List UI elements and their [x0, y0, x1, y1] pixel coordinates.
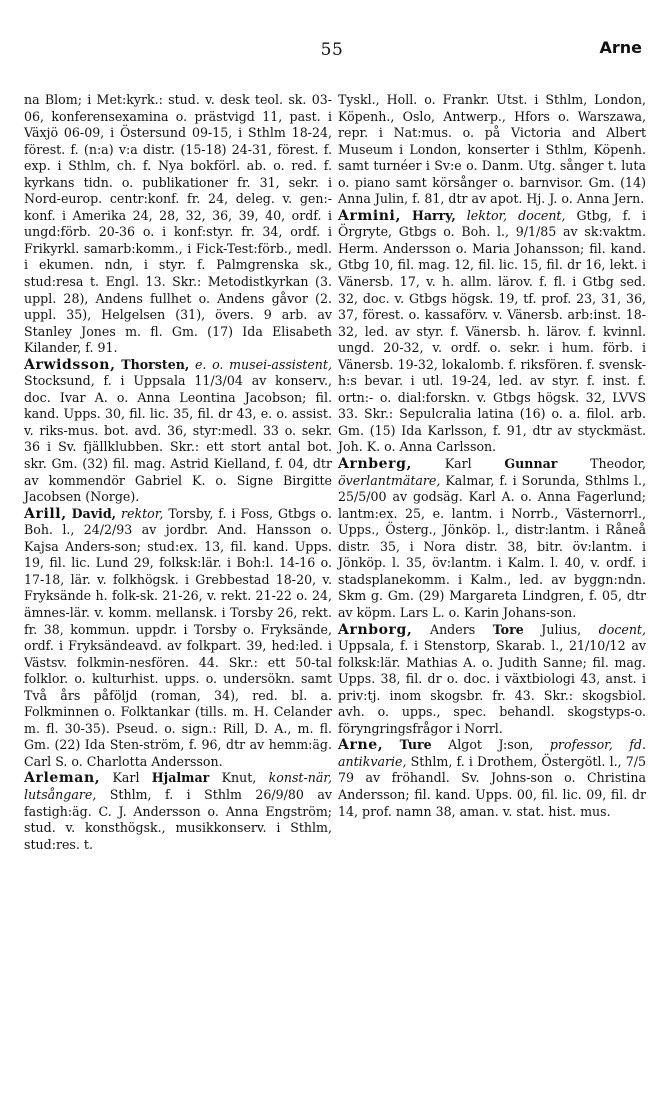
entry-text: Tyskl., Holl. o. Frankr. Utst. i Sthlm, London, Köpenh., Oslo, Antwerp., Hfors o. Warszawa, repr. i Nat:mus. o. på Victoria and Albert Museum i London, konserter i Sthlm, Köpenh. samt turnéer i Sv:e o. Danm. Utg. sånger t. luta o. piano samt körsånger o. barnvisor. Gm. (14) Anna Julin, f. 81, dtr av apot. Hj. J. o. Anna Jern. — [338, 92, 646, 207]
entry-given-name: Gunnar — [504, 456, 558, 472]
entry-given-name: Ture — [399, 737, 432, 753]
entry-text: Torsby, f. i Foss, Gtbgs o. Boh. l., 24/2/93 av jordbr. And. Hansson o. Kajsa Anders-son; stud:ex. 13, fil. kand. Upps. 19, fil. lic. Lund 29, folksk:lär. i Boh:l. 14-16 o. 17-18, lär. v. folkhögsk. i Grebbestad 18-20, v. Fryksände h. folk-sk. 21-26, v. rekt. 21-22 o. 24, ämnes-lär. v. komm. mellansk. i Torsby 26, rekt. fr. 38, kommun. uppdr. i Torsby o. Fryksände, ordf. i Fryksändeavd. av folkpart. 39, hed:led. i Västsv. folkmin-nesfören. 44. Skr.: ett 50-tal folklor. o. kulturhist. upps. o. undersökn. samt Två års påföljd (roman, 34), red. bl. a. Folkminnen o. Folktankar (tills. m. H. Celander m. fl. 30-35). Pseud. o. sign.: Rill, D. A., m. fl. Gm. (22) Ida Sten-ström, f. 96, dtr av hemm:äg. Carl S. o. Charlotta Andersson. — [24, 505, 332, 769]
entry-text: Kalmar, f. i Sorunda, Sthlms l., 25/5/00 av godsäg. Karl A. o. Anna Fagerlund; lantm:ex. 25, e. lantm. i Norrb., Västernorrl., Upps., Österg., Jönköp. l., distr:lantm. i Råneå distr. 35, i Nora distr. 38, bitr. öv:lantm. i Jönköp. l. 35, öv:lantm. i Kalm. l. 40, v. ordf. i stadsplanekomm. i Kalm., led. av byggn:ndn. Skm g. Gm. (29) Margareta Lindgren, f. 05, dtr av köpm. Lars L. o. Karin Johans-son. — [338, 472, 646, 620]
right-column — [338, 92, 646, 820]
entry-armini — [338, 208, 646, 456]
entry-surname: Arne, — [338, 737, 384, 754]
entry-arill — [24, 506, 332, 771]
entry-given-name-plain: Karl — [444, 456, 505, 472]
entry-text: Gtbg, f. i Örgryte, Gtbgs o. Boh. l., 9/1/85 av sk:vaktm. Herm. Andersson o. Maria Johansson; fil. kand. Gtbg 10, fil. mag. 12, fil. lic. 15, fil. dr 16, lekt. i Vänersb. 17, v. h. allm. lärov. f. fl. i Gtbg sed. 32, doc. v. Gtbgs högsk. 19, tf. prof. 23, 31, 36, 37, förest. o. kassaförv. v. Vänersb. arb:inst. 18-32, led. av styr. f. Vänersb. h. lärov. f. kvinnl. ungd. 20-32, v. ordf. o. sekr. i hum. förb. i Vänersb. 19-32, lokalomb. f. riksfören. f. svensk-h:s bevar. i utl. 19-24, led. av styr. f. inst. f. ortn:- o. dial:forskn. v. Gtbgs högsk. 32, LVVS 33. Skr.: Sepulcralia latina (16) o. a. filol. arb. Gm. (15) Ida Karlsson, f. 91, dtr av styckmäst. Joh. K. o. Anna Carlsson. — [338, 207, 646, 455]
entry-occupation: konst-när, lutsångare, — [24, 770, 332, 802]
entry-given-name: Harry, — [411, 207, 456, 223]
entry-continued — [338, 92, 646, 208]
entry-given-name-plain: Algot J:son, — [431, 737, 534, 753]
entry-given-name: Tore — [492, 621, 524, 637]
entry-occupation: docent, — [598, 621, 646, 637]
entry-given-name: Hjalmar — [151, 770, 210, 786]
entry-surname: Arill, — [24, 505, 67, 522]
page-number: 55 — [320, 40, 344, 60]
entry-given-name: David, — [71, 505, 117, 521]
entry-surname: Armini, — [338, 207, 401, 224]
entry-occupation: rektor, — [120, 505, 164, 521]
entry-text: Stocksund, f. i Uppsala 11/3/04 av konserv., doc. Ivar A. o. Anna Leontina Jacobson; fil. kand. Upps. 30, fil. lic. 35, fil. dr 43, e. o. assist. v. riks-mus. bot. avd. 36, styr:medl. 33 o. sekr. 36 i Sv. fjällklubben. Skr.: ett stort antal bot. skr. Gm. (32) fil. mag. Astrid Kielland, f. 04, dtr av kommendör Gabriel K. o. Signe Birgitte Jacobsen (Norge). — [24, 373, 332, 505]
entry-surname: Arnborg, — [338, 621, 413, 638]
entry-arnborg — [338, 622, 646, 738]
entry-continued — [24, 92, 332, 357]
entry-occupation: lektor, docent, — [466, 207, 566, 223]
entry-occupation: överlantmätare, — [338, 472, 441, 488]
running-head: Arne — [599, 38, 642, 57]
entry-arnberg — [338, 456, 646, 621]
entry-occupation: professor, fd. antikvarie, — [338, 737, 646, 769]
entry-surname: Arleman, — [24, 770, 101, 787]
entry-given-name-plain: Knut, — [209, 770, 257, 786]
entry-arne — [338, 737, 646, 820]
entry-surname: Arnberg, — [338, 456, 412, 473]
entry-given-name-plain: Theodor, — [557, 456, 646, 472]
entry-surname: Arwidsson, — [24, 356, 116, 373]
entry-text: Sthlm, f. i Sthlm 26/9/80 av fastigh:äg. C. J. Andersson o. Anna Engström; stud. v. konsthögsk., musikkonserv. i Sthlm, stud:res. t. — [24, 786, 332, 852]
entry-text: Uppsala, f. i Stenstorp, Skarab. l., 21/10/12 av folksk:lär. Mathias A. o. Judith Sanne; fil. mag. Upps. 38, fil. dr o. doc. i växtbiologi 43, anst. i priv:tj. inom skogsbr. fr. 43. Skr.: skogsbiol. avh. o. upps., spec. behandl. skogstyps-o. föryngringsfrågor i Norrl. — [338, 638, 646, 736]
entry-text: Sthlm, f. i Drothem, Östergötl. l., 7/5 79 av fröhandl. Sv. Johns-son o. Christina Andersson; fil. kand. Upps. 00, fil. lic. 09, fil. dr 14, prof. namn 38, aman. v. stat. hist. mus. — [338, 753, 646, 819]
entry-arleman — [24, 770, 332, 853]
entry-given-name-plain: Karl — [112, 770, 152, 786]
entry-given-name-plain: Julius, — [523, 621, 582, 637]
entry-given-name: Thorsten, — [121, 356, 190, 372]
left-column — [24, 92, 332, 853]
entry-arwidsson — [24, 357, 332, 506]
entry-occupation: e. o. musei-assistent, — [194, 356, 332, 372]
entry-given-name-plain: Anders — [429, 621, 493, 637]
entry-text: na Blom; i Met:kyrk.: stud. v. desk teol. sk. 03-06, konferensexamina o. prästvigd 11, past. i Växjö 06-09, i Östersund 09-15, i Sthlm 18-24, förest. f. (n:a) v:a distr. (15-18) 24-31, förest. f. exp. i Sthlm, ch. f. Nya bokförl. ab. o. red. f. kyrkans tidn. o. publikationer fr. 31, sekr. i Nord-europ. centr:konf. fr. 24, deleg. v. gen:-konf. i Amerika 24, 28, 32, 36, 39, 40, ordf. i ungd:förb. 20-36 o. i konf:styr. fr. 34, ordf. i Frikyrkl. samarb:komm., i Fick-Test:förb., medl. i ekumen. ndn, i styr. f. Palmgrenska sk., stud:resa t. Engl. 13. Skr.: Metodistkyrkan (3. uppl. 28), Andens fullhet o. Andens gåvor (2. uppl. 35), Helgelsen (31), övers. 9 arb. av Stanley Jones m. fl. Gm. (17) Ida Elisabeth Kilander, f. 91. — [24, 92, 332, 356]
